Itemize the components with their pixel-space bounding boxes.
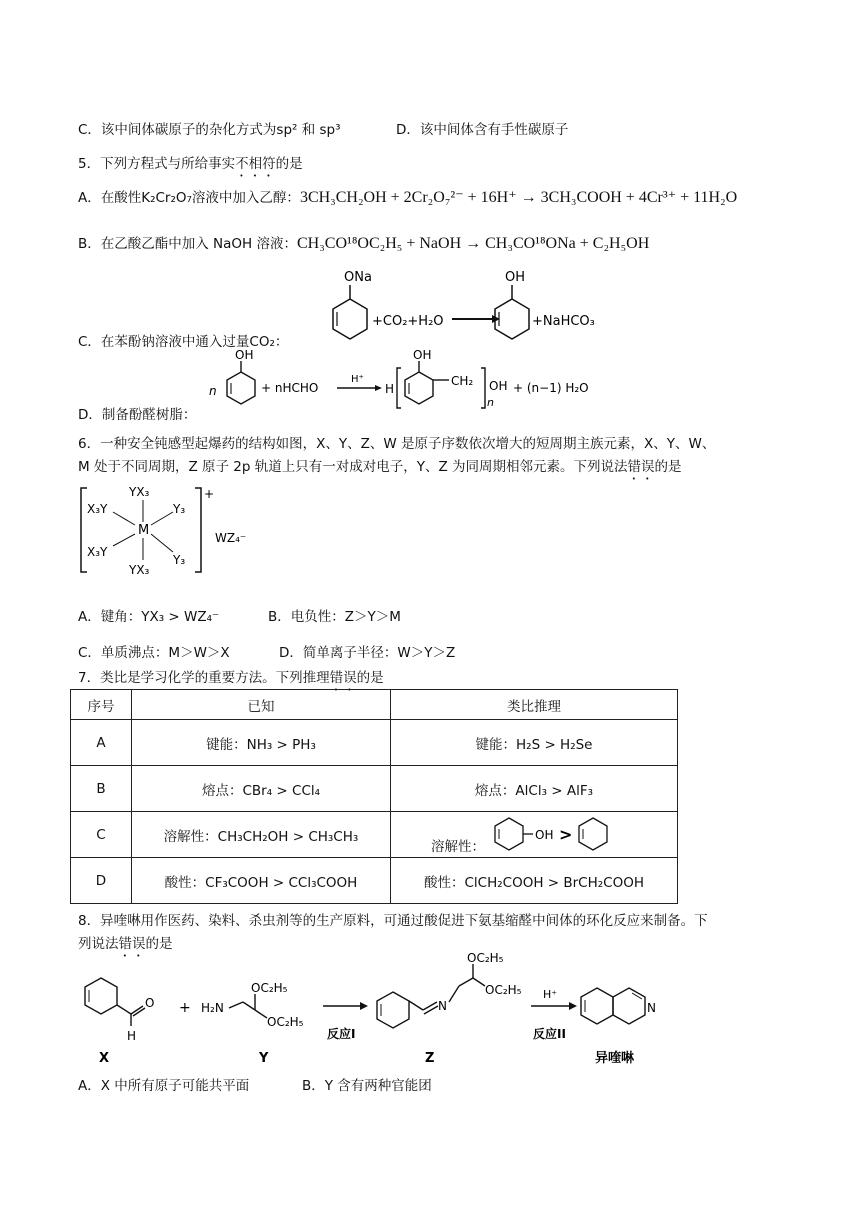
svg-text:Z: Z xyxy=(425,1051,435,1066)
svg-text:OC₂H₅: OC₂H₅ xyxy=(267,1015,304,1029)
svg-text:CH₂: CH₂ xyxy=(451,374,474,388)
q4-option-c: C．该中间体碳原子的杂化方式为sp² 和 sp³ xyxy=(78,122,341,138)
svg-text:O: O xyxy=(145,996,155,1010)
table-header-row xyxy=(71,690,678,720)
svg-text:OC₂H₅: OC₂H₅ xyxy=(467,951,504,965)
header-analog: 类比推理 xyxy=(391,690,678,720)
q5-stem: 5．下列方程式与所给事实不相符的是 xyxy=(78,156,303,172)
row-analog: 溶解性： OH > xyxy=(391,812,678,858)
svg-text:YX₃: YX₃ xyxy=(129,485,150,499)
phenol-formaldehyde-resin-image xyxy=(205,350,615,412)
svg-text:反应II: 反应II xyxy=(533,1027,566,1041)
svg-text:M: M xyxy=(138,523,150,538)
row-known: 熔点：CBr₄ > CCl₄ xyxy=(132,766,391,812)
row-id: A xyxy=(71,720,132,766)
svg-text:WZ₄⁻: WZ₄⁻ xyxy=(215,531,247,545)
svg-text:OH: OH xyxy=(413,350,432,362)
svg-text:H: H xyxy=(127,1029,137,1043)
q7-stem: 7．类比是学习化学的重要方法。下列推理错误的是 xyxy=(78,670,384,686)
q6-option-d: D．简单离子半径：W＞Y＞Z xyxy=(279,645,456,661)
table-row xyxy=(71,766,678,812)
svg-text:+: + xyxy=(204,487,215,501)
q6-stem-line2: M 处于不同周期，Z 原子 2p 轨道上只有一对成对电子，Y、Z 为同周期相邻元素。下列说法错误的是 xyxy=(78,459,682,475)
svg-text:Y₃: Y₃ xyxy=(173,502,186,516)
svg-text:YX₃: YX₃ xyxy=(129,563,150,577)
row-known: 溶解性：CH₃CH₂OH > CH₃CH₃ xyxy=(132,812,391,858)
svg-text:N: N xyxy=(647,1001,656,1015)
q8-option-b: B．Y 含有两种官能团 xyxy=(302,1078,432,1094)
row-analog: 熔点：AlCl₃ > AlF₃ xyxy=(391,766,678,812)
q5-option-d-label: D．制备酚醛树脂： xyxy=(78,407,197,423)
svg-text:+: + xyxy=(179,1000,191,1016)
svg-text:H⁺: H⁺ xyxy=(351,374,364,385)
phenoxide-co2-reaction-image xyxy=(310,265,630,345)
q6-option-b: B．电负性：Z＞Y＞M xyxy=(268,609,401,625)
explosive-structure-image xyxy=(75,480,265,580)
svg-text:H₂N: H₂N xyxy=(201,1001,224,1015)
q5-option-a: A．在酸性K₂Cr₂O₇溶液中加入乙醇：3CH₃CH₂OH + 2Cr₂O₇²⁻ + 16H⁺ → 3CH₃COOH + 4Cr³⁺ + 11H₂O xyxy=(78,189,738,206)
svg-text:n: n xyxy=(209,384,217,398)
phenol-vs-benzene-image xyxy=(491,814,641,854)
svg-text:反应I: 反应I xyxy=(327,1027,356,1041)
table-row xyxy=(71,812,678,858)
svg-text:OH: OH xyxy=(489,379,508,393)
svg-text:OH: OH xyxy=(535,828,554,842)
q4-option-d: D．该中间体含有手性碳原子 xyxy=(396,122,569,138)
isoquinoline-synthesis-scheme xyxy=(75,950,675,1072)
svg-text:+ (n−1) H₂O: + (n−1) H₂O xyxy=(513,381,589,395)
svg-text:+ nHCHO: + nHCHO xyxy=(261,381,319,395)
svg-text:H⁺: H⁺ xyxy=(543,988,558,1001)
svg-text:n: n xyxy=(487,396,494,409)
svg-text:N: N xyxy=(438,999,447,1013)
svg-text:ONa: ONa xyxy=(344,270,372,285)
svg-text:Y₃: Y₃ xyxy=(173,553,186,567)
q7-table xyxy=(70,689,678,904)
row-id: B xyxy=(71,766,132,812)
row-id: D xyxy=(71,858,132,904)
row-id: C xyxy=(71,812,132,858)
q5-option-c-label: C．在苯酚钠溶液中通入过量CO₂： xyxy=(78,334,289,350)
svg-text:OH: OH xyxy=(505,270,526,285)
svg-text:+CO₂+H₂O: +CO₂+H₂O xyxy=(372,314,444,329)
row-known: 酸性：CF₃COOH > CCl₃COOH xyxy=(132,858,391,904)
table-row xyxy=(71,858,678,904)
q6-option-a: A．键角：YX₃ > WZ₄⁻ xyxy=(78,609,220,625)
q8-option-a: A．X 中所有原子可能共平面 xyxy=(78,1078,250,1094)
svg-text:+NaHCO₃: +NaHCO₃ xyxy=(532,314,595,329)
row-analog: 键能：H₂S > H₂Se xyxy=(391,720,678,766)
svg-text:OC₂H₅: OC₂H₅ xyxy=(485,983,522,997)
svg-text:Y: Y xyxy=(259,1051,269,1066)
table-row xyxy=(71,720,678,766)
q6-stem-line1: 6．一种安全钝感型起爆药的结构如图，X、Y、Z、W 是原子序数依次增大的短周期主族元素，X、Y、W、 xyxy=(78,436,716,452)
header-id: 序号 xyxy=(71,690,132,720)
row-known: 键能：NH₃ > PH₃ xyxy=(132,720,391,766)
svg-text:OH: OH xyxy=(235,350,254,362)
q8-stem-line1: 8．异喹啉用作医药、染料、杀虫剂等的生产原料，可通过酸促进下氨基缩醛中间体的环化反应来制备。下 xyxy=(78,913,708,929)
svg-text:X: X xyxy=(99,1051,110,1066)
svg-text:OC₂H₅: OC₂H₅ xyxy=(251,981,288,995)
svg-text:异喹啉: 异喹啉 xyxy=(595,1051,635,1066)
svg-text:>: > xyxy=(559,825,573,844)
q8-stem-line2: 列说法错误的是 xyxy=(78,936,173,952)
q6-option-c: C．单质沸点：M＞W＞X xyxy=(78,645,230,661)
svg-text:X₃Y: X₃Y xyxy=(87,545,108,559)
svg-text:X₃Y: X₃Y xyxy=(87,502,108,516)
q5-option-b: B．在乙酸乙酯中加入 NaOH 溶液：CH₃CO¹⁸OC₂H₅ + NaOH → CH₃CO¹⁸ONa + C₂H₅OH xyxy=(78,235,650,252)
svg-text:H: H xyxy=(385,382,395,396)
row-analog: 酸性：ClCH₂COOH > BrCH₂COOH xyxy=(391,858,678,904)
header-known: 已知 xyxy=(132,690,391,720)
